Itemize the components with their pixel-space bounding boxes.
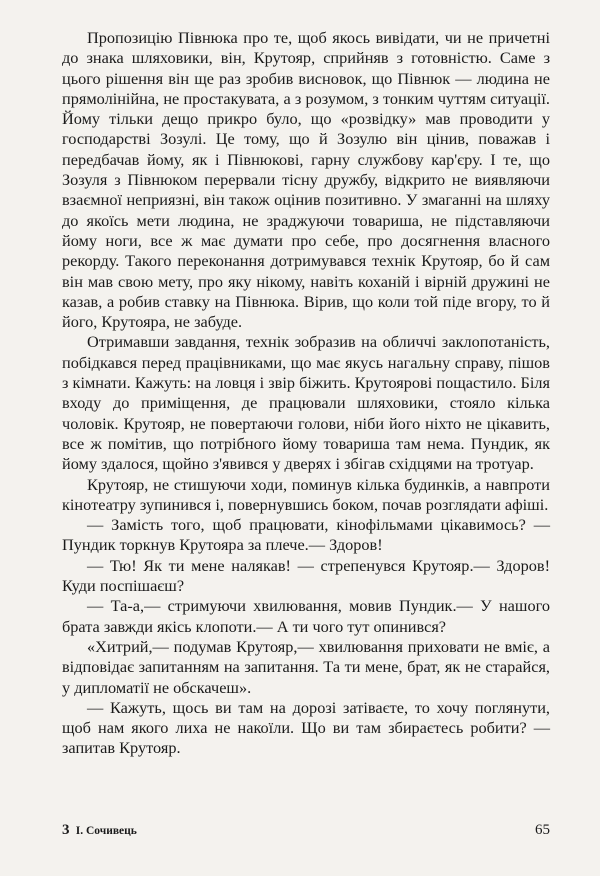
- paragraph-1: Пропозицію Півнюка про те, щоб якось вивідати, чи не причетні до знака шляховики, він, Крутояр, сприйняв з готовністю. Саме з цього рішення він ще раз зробив висновок, що Півнюк — людина не прямолінійна, не простакувата, а з розумом, з тонким чуттям ситуації. Йому тільки дещо прикро було, що «розвідку» мав проводити у господарстві Зозулі. Це тому, що й Зозулю він цінив, поважав і передбачав йому, як і Півнюкові, гарну службову кар'єру. І те, що Зозуля з Півнюком перервали тісну дружбу, відкрито не виявляючи взаємної неприязні, він також оцінив позитивно. У змаганні на шляху до якоїсь мети людина, не зраджуючи товариша, не підставляючи йому ноги, все ж має думати про себе, про досягнення власного рекорду. Такого переконання дотримувався технік Крутояр, бо й сам він мав свою мету, про яку нікому, навіть коханій і вірній дружині не казав, а робив ставку на Півнюка. Вірив, що коли той піде вгору, то й його, Крутояра, не забуде.: [62, 28, 550, 332]
- signature-number: 3: [62, 822, 70, 838]
- paragraph-6: — Та-а,— стримуючи хвилювання, мовив Пундик.— У нашого брата завжди якісь клопоти.— А ти чого тут опинився?: [62, 596, 550, 636]
- page-number: 65: [535, 822, 550, 838]
- paragraph-3: Крутояр, не стишуючи ходи, поминув кілька будинків, а навпроти кінотеатру зупинився і, повернувшись боком, почав розглядати афіші.: [62, 474, 550, 514]
- text-body: [62, 28, 550, 759]
- paragraph-5: — Тю! Як ти мене налякав! — стрепенувся Крутояр.— Здоров! Куди поспішаєш?: [62, 555, 550, 596]
- paragraph-4: — Замість того, щоб працювати, кінофільмами цікавимось? — Пундик торкнув Крутояра за плече.— Здоров!: [62, 515, 550, 555]
- signature-author: І. Сочивець: [75, 825, 137, 837]
- paragraph-8: — Кажуть, щось ви там на дорозі затіваєте, то хочу поглянути, щоб нам якого лиха не накоїли. Що ви там збираєтесь робити? — запитав Крутояр.: [62, 697, 550, 758]
- paragraph-7: «Хитрий,— подумав Крутояр,— хвилювання приховати не вміє, а відповідає запитанням на запитання. Та ти мене, брат, як не старайся, у дипломатії не обскачеш».: [62, 636, 550, 697]
- paragraph-2: Отримавши завдання, технік зобразив на обличчі заклопотаність, побідкався перед працівниками, що має якусь нагальну справу, пішов з кімнати. Кажуть: на ловця і звір біжить. Крутоярові пощастило. Біля входу до приміщення, де працювали шляховики, стояло кілька чоловік. Крутояр, не повертаючи голови, ніби його ніхто не цікавить, все ж помітив, що потрібного йому товариша там нема. Пундик, як йому здалося, щойно з'явився у дверях і збігав східцями на тротуар.: [62, 332, 550, 474]
- printer-signature: [62, 822, 137, 839]
